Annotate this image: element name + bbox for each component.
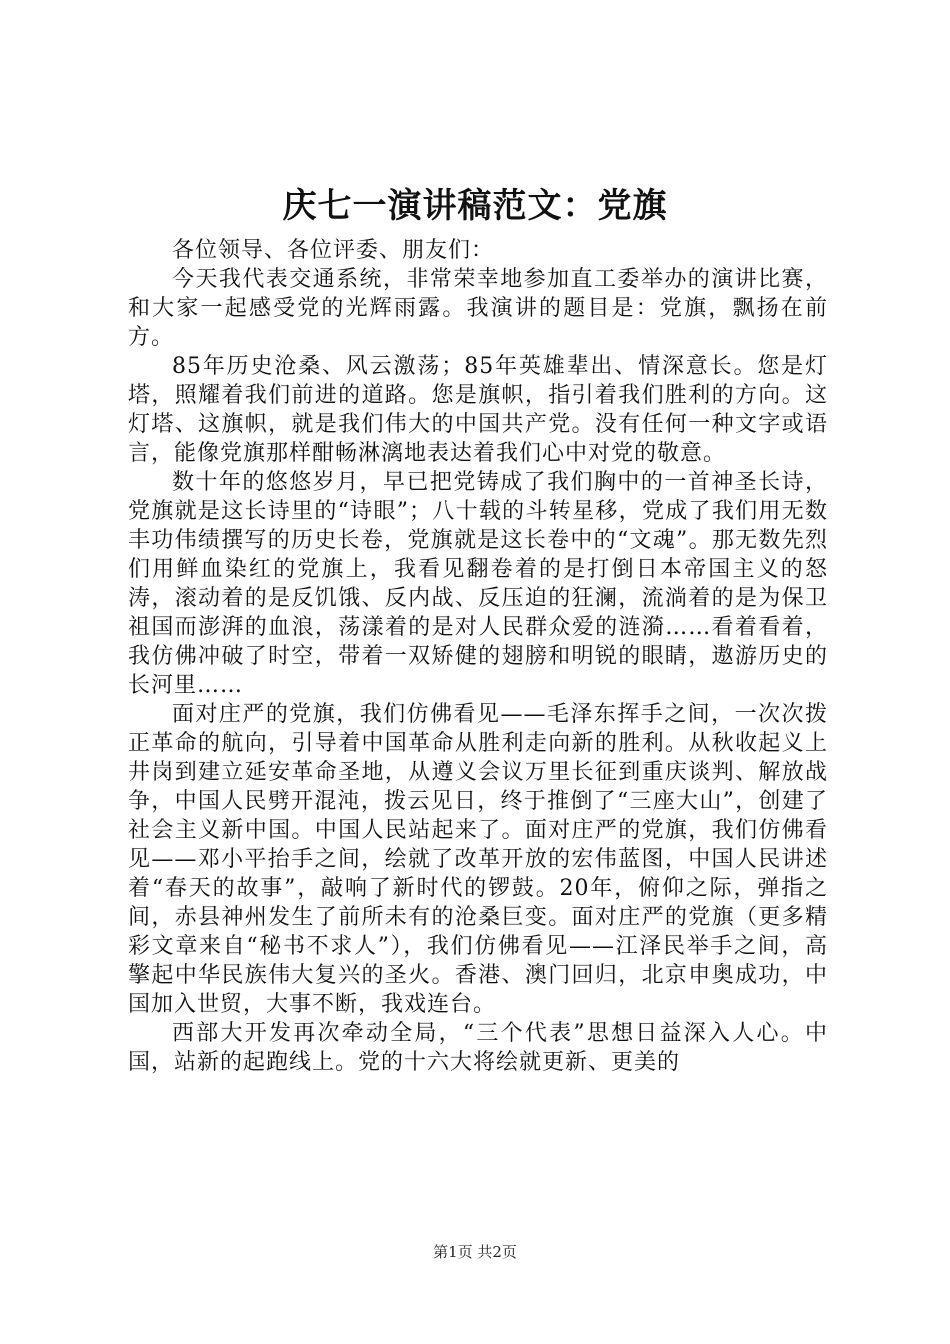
body-paragraph: 面对庄严的党旗，我们仿佛看见——毛泽东挥手之间，一次次拨正革命的航向，引导着中国革命从胜利走向新的胜利。从秋收起义上井岗到建立延安革命圣地，从遵义会议万里长征到重庆谈判、解放战争，中国人民劈开混沌，拨云见日，终于推倒了“三座大山”，创建了社会主义新中国。中国人民站起来了。面对庄严的党旗，我们仿佛看见——邓小平抬手之间，绘就了改革开放的宏伟蓝图，中国人民讲述着“春天的故事”，敲响了新时代的锣鼓。20年，俯仰之际，弹指之间，赤县神州发生了前所未有的沧桑巨变。面对庄严的党旗（更多精彩文章来自“秘书不求人”），我们仿佛看见——江泽民举手之间，高擎起中华民族伟大复兴的圣火。香港、澳门回归，北京申奥成功，中国加入世贸，大事不断，我戏连台。 xyxy=(128,702,828,1017)
body-paragraph: 今天我代表交通系统，非常荣幸地参加直工委举办的演讲比赛，和大家一起感受党的光辉雨露。我演讲的题目是：党旗，飘扬在前方。 xyxy=(128,267,828,350)
body-paragraph: 数十年的悠悠岁月，早已把党铸成了我们胸中的一首神圣长诗，党旗就是这长诗里的“诗眼”；八十载的斗转星移，党成了我们用无数丰功伟绩撰写的历史长卷，党旗就是这长卷中的“文魂”。那无数先烈们用鲜血染红的党旗上，我看见翻卷着的是打倒日本帝国主义的怒涛，滚动着的是反饥饿、反内战、反压迫的狂澜，流淌着的是为保卫祖国而澎湃的血浪，荡漾着的是对人民群众爱的涟漪……看着看着，我仿佛冲破了时空，带着一双矫健的翅膀和明锐的眼睛，遨游历史的长河里…… xyxy=(128,470,828,698)
body-paragraph: 西部大开发再次牵动全局，“三个代表”思想日益深入人心。中国，站新的起跑线上。党的十六大将绘就更新、更美的 xyxy=(128,1021,828,1075)
document-title: 庆七一演讲稿范文：党旗 xyxy=(282,186,668,226)
page-footer: 第1页 共2页 xyxy=(433,1243,517,1261)
greeting-paragraph: 各位领导、各位评委、朋友们： xyxy=(172,238,495,263)
document-body xyxy=(128,236,828,1077)
body-paragraph: 85年历史沧桑、风云激荡；85年英雄辈出、情深意长。您是灯塔，照耀着我们前进的道路。您是旗帜，指引着我们胜利的方向。这灯塔、这旗帜，就是我们伟大的中国共产党。没有任何一种文字或语言，能像党旗那样酣畅淋漓地表达着我们心中对党的敬意。 xyxy=(128,354,828,466)
